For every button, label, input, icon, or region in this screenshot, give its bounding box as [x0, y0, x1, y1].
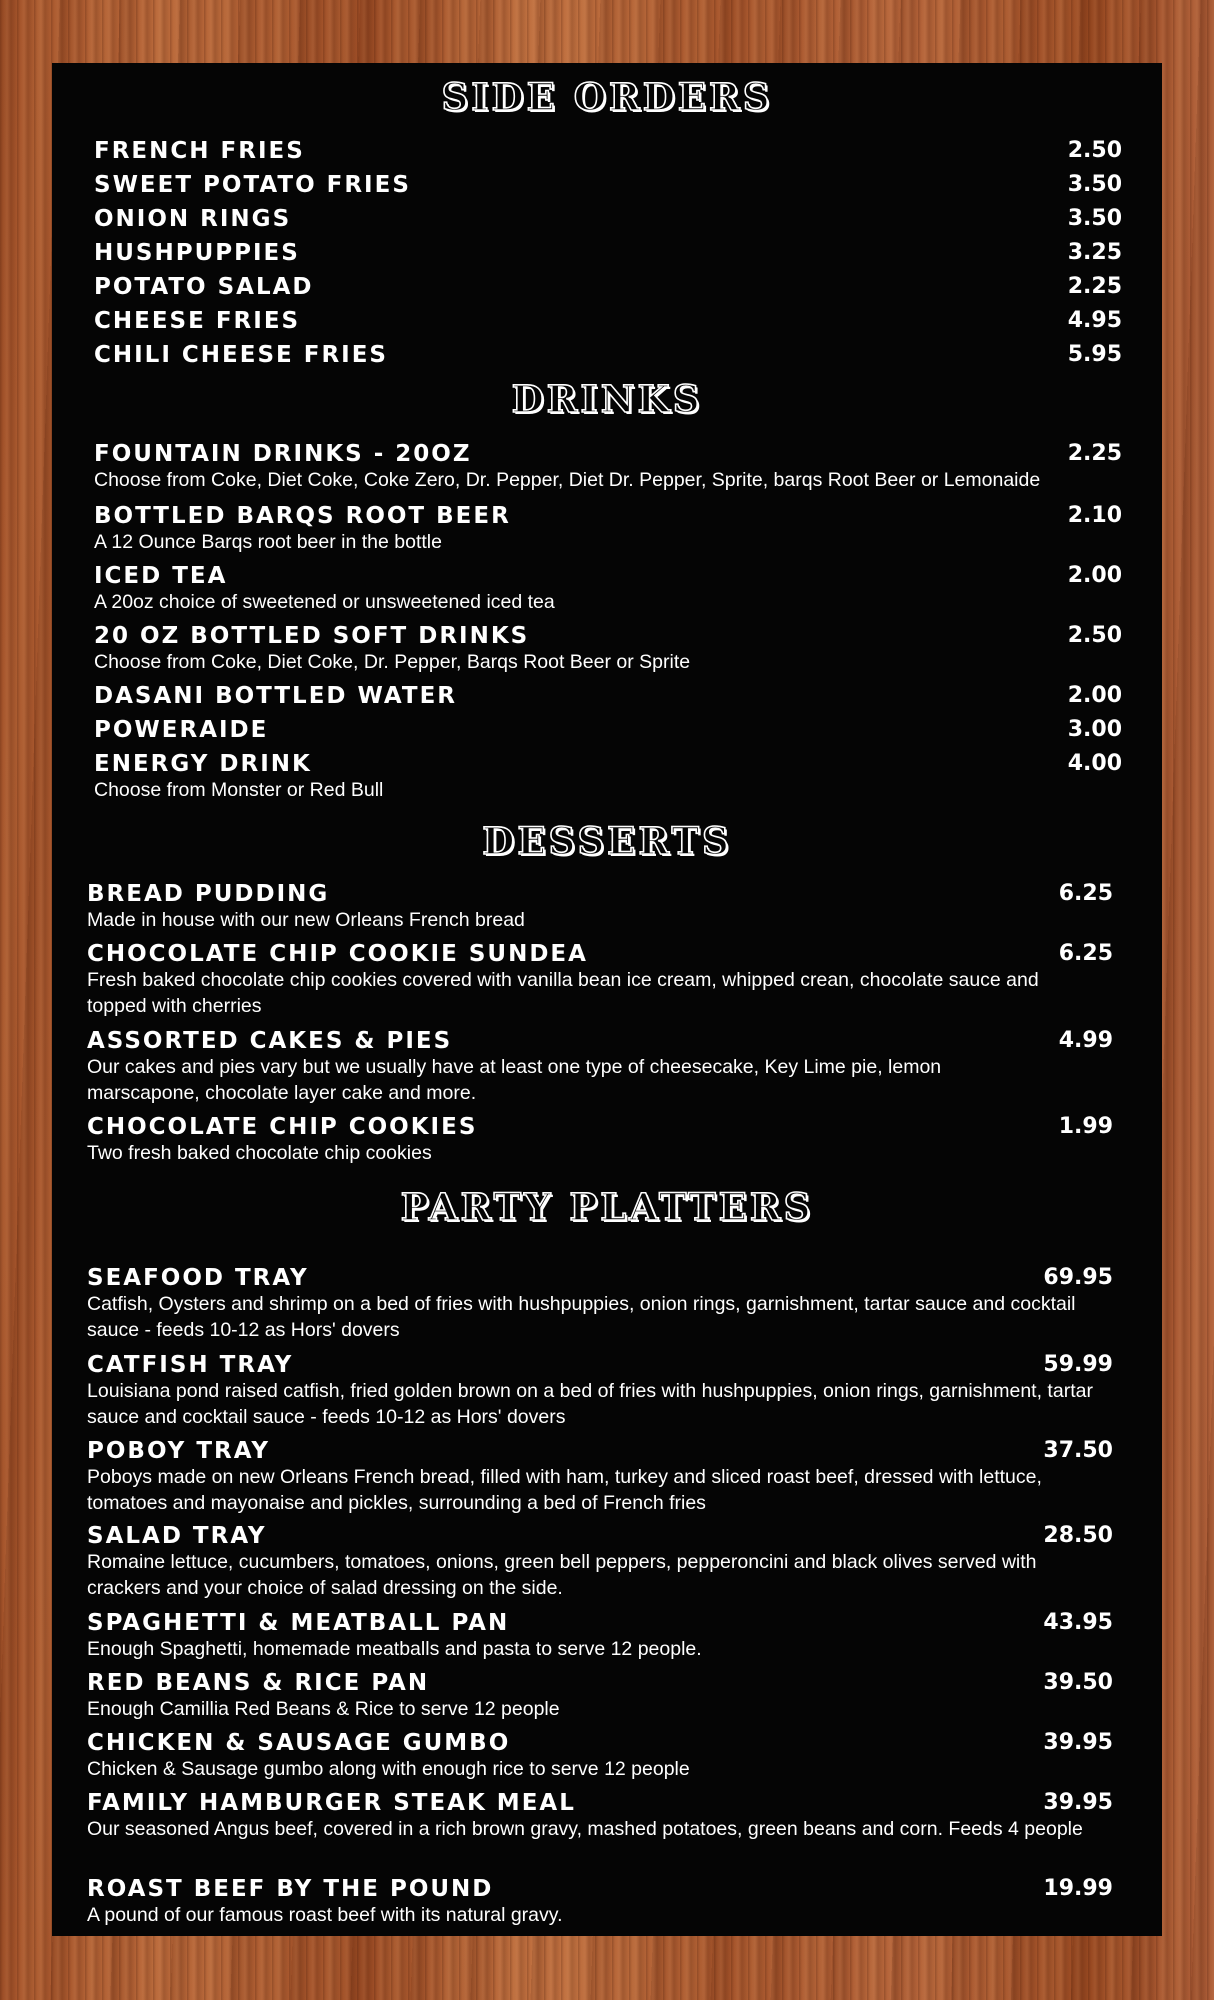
item-price: 69.95 [1043, 1265, 1113, 1290]
item-description: A pound of our famous roast beef with its natural gravy. [87, 1904, 563, 1926]
item-name: FAMILY HAMBURGER STEAK MEAL [87, 1790, 576, 1816]
item-price: 2.50 [1067, 138, 1122, 163]
menu-item [87, 940, 1113, 1017]
menu-item [94, 440, 1122, 500]
menu-item [87, 1729, 1113, 1789]
menu-item [87, 1027, 1113, 1104]
item-price: 4.00 [1067, 751, 1122, 776]
item-price: 5.95 [1067, 342, 1122, 367]
item-description: Romaine lettuce, cucumbers, tomatoes, onions, green bell peppers, pepperoncini and black olives served with crackers and your choice of salad dressing on the side. [87, 1551, 1037, 1599]
section-title-desserts: DESSERTS [482, 819, 732, 863]
item-price: 39.95 [1043, 1790, 1113, 1815]
item-description: Made in house with our new Orleans French bread [87, 909, 525, 931]
menu-item [87, 1437, 1113, 1514]
item-name: ENERGY DRINK [94, 751, 312, 777]
item-description: Our cakes and pies vary but we usually have at least one type of cheesecake, Key Lime pie, lemon marscapone, chocolate layer cake and more. [87, 1056, 942, 1104]
item-description: Choose from Coke, Diet Coke, Coke Zero, Dr. Pepper, Diet Dr. Pepper, Sprite, barqs Root Beer or Lemonaide [94, 469, 1041, 491]
item-name: CHOCOLATE CHIP COOKIES [87, 1114, 478, 1140]
item-description: Our seasoned Angus beef, covered in a rich brown gravy, mashed potatoes, green beans and corn. Feeds 4 people [87, 1818, 1083, 1840]
menu-item [87, 880, 1113, 940]
item-name: SWEET POTATO FRIES [94, 172, 411, 198]
item-name: ROAST BEEF BY THE POUND [87, 1876, 494, 1902]
item-price: 2.10 [1067, 503, 1122, 528]
item-description: Enough Spaghetti, homemade meatballs and pasta to serve 12 people. [87, 1638, 702, 1660]
section-title-drinks: DRINKS [511, 377, 703, 421]
item-price: 3.25 [1067, 240, 1122, 265]
item-description: Catfish, Oysters and shrimp on a bed of fries with hushpuppies, onion rings, garnishment, tartar sauce and cocktail sauce - feeds 10-12 as Hors' dovers [87, 1293, 1076, 1341]
item-name: BOTTLED BARQS ROOT BEER [94, 503, 511, 529]
item-price: 4.95 [1067, 308, 1122, 333]
item-price: 28.50 [1043, 1523, 1113, 1548]
item-price: 3.00 [1067, 717, 1122, 742]
item-price: 2.25 [1067, 274, 1122, 299]
item-name: FRENCH FRIES [94, 138, 305, 164]
item-price: 2.00 [1067, 563, 1122, 588]
menu-item [94, 750, 1122, 810]
item-price: 43.95 [1043, 1610, 1113, 1635]
item-name: CATFISH TRAY [87, 1352, 294, 1378]
item-name: SEAFOOD TRAY [87, 1265, 309, 1291]
menu-item [87, 1609, 1113, 1669]
item-name: DASANI BOTTLED WATER [94, 683, 457, 709]
item-price: 59.99 [1043, 1352, 1113, 1377]
menu-item [87, 1264, 1113, 1341]
item-price: 2.25 [1067, 441, 1122, 466]
section-title-party-platters: PARTY PLATTERS [400, 1185, 814, 1229]
item-name: ICED TEA [94, 563, 228, 589]
item-description: Poboys made on new Orleans French bread, filled with ham, turkey and sliced roast beef, dressed with lettuce, tomatoes and mayonaise and pickles, surrounding a bed of French fries [87, 1466, 1042, 1514]
item-price: 6.25 [1058, 941, 1113, 966]
menu-item [87, 1789, 1113, 1849]
item-description: Chicken & Sausage gumbo along with enough rice to serve 12 people [87, 1758, 690, 1780]
item-description: Louisiana pond raised catfish, fried golden brown on a bed of fries with hushpuppies, onion rings, garnishment, tartar sauce and cocktail sauce - feeds 10-12 as Hors' dovers [87, 1380, 1093, 1428]
item-price: 39.95 [1043, 1730, 1113, 1755]
menu-item [94, 622, 1122, 682]
item-name: SPAGHETTI & MEATBALL PAN [87, 1610, 510, 1636]
item-price: 3.50 [1067, 172, 1122, 197]
item-price: 2.00 [1067, 683, 1122, 708]
item-name: CHEESE FRIES [94, 308, 301, 334]
item-description: Enough Camillia Red Beans & Rice to serve 12 people [87, 1698, 560, 1720]
item-price: 6.25 [1058, 881, 1113, 906]
menu-item [94, 502, 1122, 562]
item-name: BREAD PUDDING [87, 881, 330, 907]
item-name: FOUNTAIN DRINKS - 20OZ [94, 441, 472, 467]
item-price: 3.50 [1067, 206, 1122, 231]
item-name: CHICKEN & SAUSAGE GUMBO [87, 1730, 511, 1756]
item-price: 2.50 [1067, 623, 1122, 648]
menu-board [52, 63, 1162, 1936]
item-price: 4.99 [1058, 1028, 1113, 1053]
item-description: Fresh baked chocolate chip cookies covered with vanilla bean ice cream, whipped crean, chocolate sauce and topped with cherries [87, 969, 1039, 1017]
item-name: POWERAIDE [94, 717, 269, 743]
item-description: A 12 Ounce Barqs root beer in the bottle [94, 531, 442, 553]
menu-item [87, 1522, 1113, 1599]
item-name: ONION RINGS [94, 206, 292, 232]
item-name: ASSORTED CAKES & PIES [87, 1028, 453, 1054]
menu-item [87, 1113, 1113, 1173]
item-name: RED BEANS & RICE PAN [87, 1670, 430, 1696]
item-name: POTATO SALAD [94, 274, 314, 300]
menu-item [87, 1351, 1113, 1428]
item-name: SALAD TRAY [87, 1523, 267, 1549]
item-name: CHOCOLATE CHIP COOKIE SUNDEA [87, 941, 588, 967]
menu-item [87, 1875, 1113, 1935]
item-name: HUSHPUPPIES [94, 240, 300, 266]
item-description: A 20oz choice of sweetened or unsweetened iced tea [94, 591, 555, 613]
item-description: Two fresh baked chocolate chip cookies [87, 1142, 432, 1164]
item-name: CHILI CHEESE FRIES [94, 342, 388, 368]
item-description: Choose from Coke, Diet Coke, Dr. Pepper, Barqs Root Beer or Sprite [94, 651, 691, 673]
section-title-side-orders: SIDE ORDERS [441, 75, 773, 119]
menu-item [94, 562, 1122, 622]
item-name: POBOY TRAY [87, 1438, 270, 1464]
item-price: 19.99 [1043, 1876, 1113, 1901]
item-price: 37.50 [1043, 1438, 1113, 1463]
item-name: 20 OZ BOTTLED SOFT DRINKS [94, 623, 530, 649]
item-price: 1.99 [1058, 1114, 1113, 1139]
item-price: 39.50 [1043, 1670, 1113, 1695]
item-description: Choose from Monster or Red Bull [94, 779, 384, 801]
menu-item [87, 1669, 1113, 1729]
